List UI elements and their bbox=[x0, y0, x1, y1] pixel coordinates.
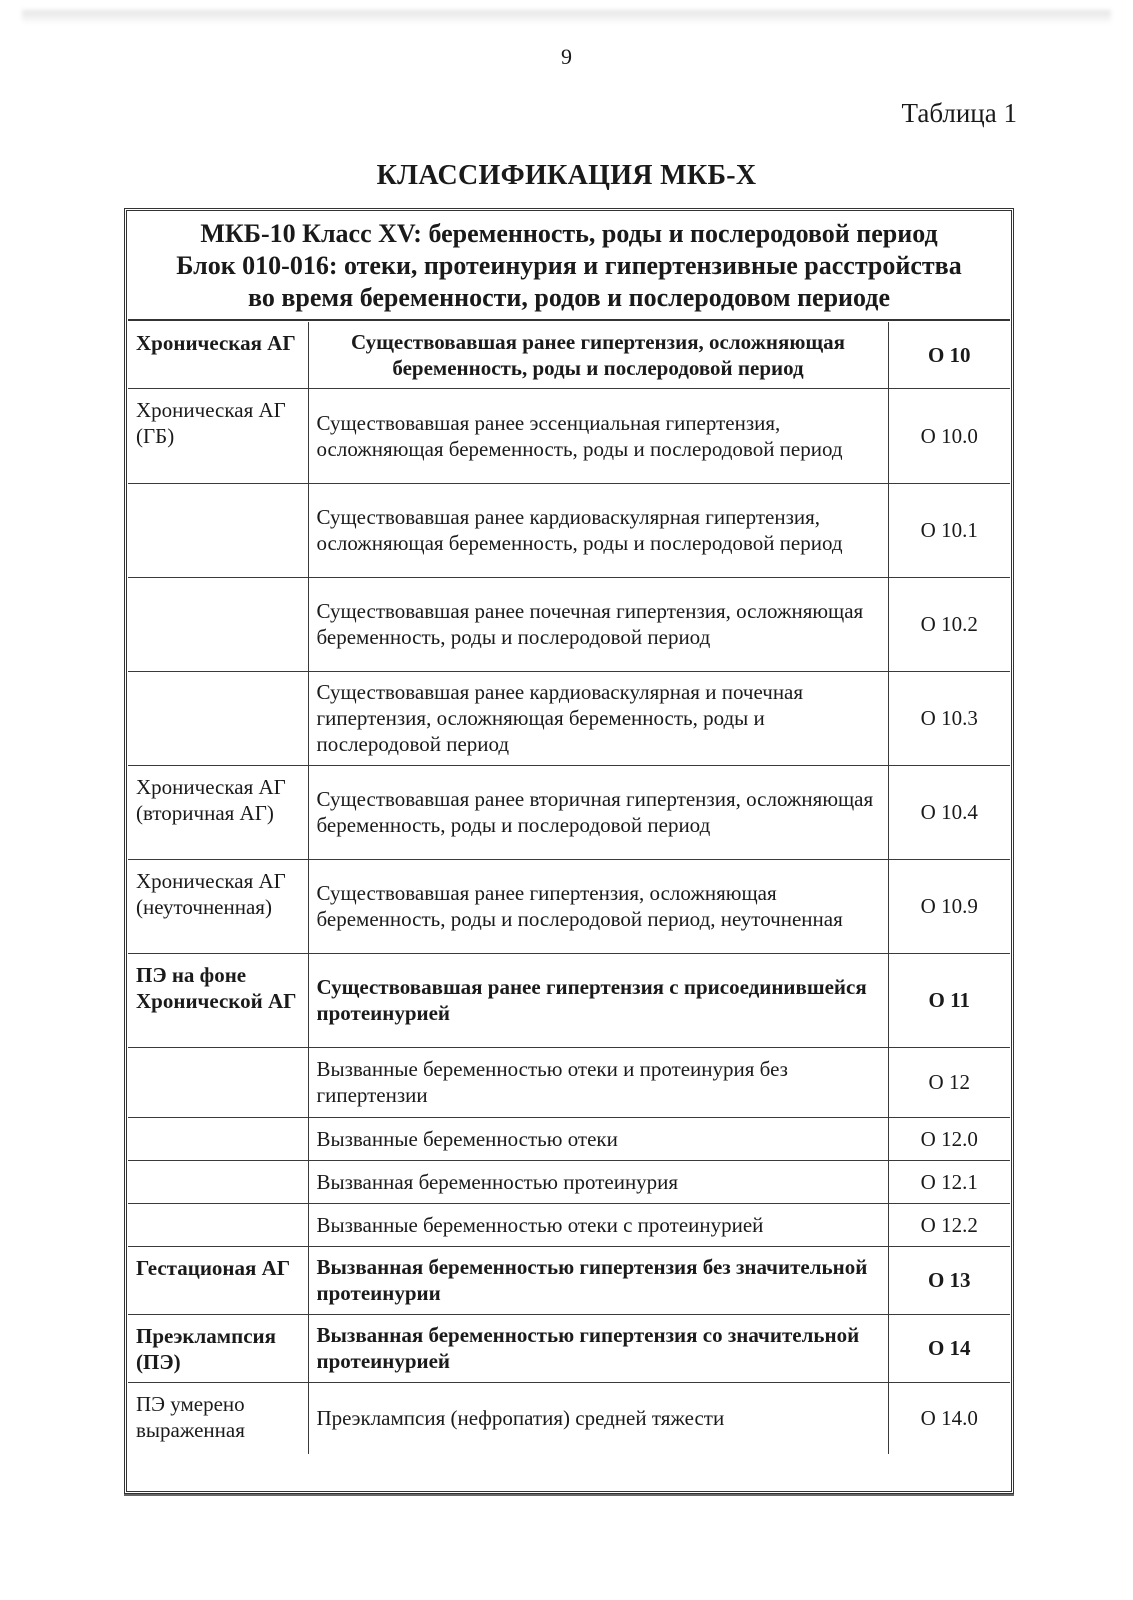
table-row bbox=[128, 1160, 1010, 1203]
category-cell bbox=[128, 1117, 308, 1160]
description-cell: Вызванная беременностью гипертензия без значительной протеинурии bbox=[308, 1246, 888, 1314]
description-cell: Существовавшая ранее кардиоваскулярная гипертензия, осложняющая беременность, роды и послеродовой период bbox=[308, 483, 888, 577]
category-cell: Хроническая АГ bbox=[128, 322, 308, 388]
description-cell: Существовавшая ранее гипертензия, осложняющая беременность, роды и послеродовой период, неуточненная bbox=[308, 859, 888, 953]
description-cell: Существовавшая ранее гипертензия, осложняющая беременность, роды и послеродовой период bbox=[308, 322, 888, 388]
code-cell: О 10.1 bbox=[888, 483, 1010, 577]
table-header bbox=[128, 212, 1010, 321]
table-row bbox=[128, 1117, 1010, 1160]
table-row bbox=[128, 483, 1010, 577]
category-cell bbox=[128, 1160, 308, 1203]
table-row bbox=[128, 953, 1010, 1047]
description-cell: Вызванная беременностью гипертензия со значительной протеинурией bbox=[308, 1314, 888, 1382]
document-title: КЛАССИФИКАЦИЯ МКБ-Х bbox=[376, 160, 757, 191]
category-cell bbox=[128, 1047, 308, 1117]
table-row bbox=[128, 322, 1010, 388]
code-cell: О 10.9 bbox=[888, 859, 1010, 953]
table-row bbox=[128, 388, 1010, 483]
category-cell: ПЭ на фоне Хронической АГ bbox=[128, 953, 308, 1047]
description-cell: Вызванные беременностью отеки с протеинурией bbox=[308, 1203, 888, 1246]
code-cell: О 12.0 bbox=[888, 1117, 1010, 1160]
table-row bbox=[128, 765, 1010, 859]
table-row bbox=[128, 577, 1010, 671]
category-cell: Хроническая АГ (неуточненная) bbox=[128, 859, 308, 953]
category-cell: Преэклампсия (ПЭ) bbox=[128, 1314, 308, 1382]
description-cell: Существовавшая ранее почечная гипертензия, осложняющая беременность, роды и послеродовой период bbox=[308, 577, 888, 671]
code-cell: О 13 bbox=[888, 1246, 1010, 1314]
code-cell: О 11 bbox=[888, 953, 1010, 1047]
description-cell: Вызванные беременностью отеки bbox=[308, 1117, 888, 1160]
category-cell: ПЭ умерено выраженная bbox=[128, 1382, 308, 1454]
header-line-1: МКБ-10 Класс XV: беременность, роды и послеродовой период bbox=[200, 218, 938, 248]
code-cell: О 12.1 bbox=[888, 1160, 1010, 1203]
table-row bbox=[128, 1382, 1010, 1454]
code-cell: О 12.2 bbox=[888, 1203, 1010, 1246]
description-cell: Вызванная беременностью протеинурия bbox=[308, 1160, 888, 1203]
description-cell: Существовавшая ранее гипертензия с присоединившейся протеинурией bbox=[308, 953, 888, 1047]
code-cell: О 10.4 bbox=[888, 765, 1010, 859]
code-cell: О 14 bbox=[888, 1314, 1010, 1382]
category-cell bbox=[128, 1203, 308, 1246]
table-row bbox=[128, 859, 1010, 953]
category-cell bbox=[128, 577, 308, 671]
table-row bbox=[128, 1314, 1010, 1382]
category-cell: Хроническая АГ (ГБ) bbox=[128, 388, 308, 483]
category-cell bbox=[128, 671, 308, 765]
category-cell bbox=[128, 483, 308, 577]
icd-classification-table bbox=[128, 322, 1010, 1454]
description-cell: Существовавшая ранее эссенциальная гипертензия, осложняющая беременность, роды и послеродовой период bbox=[308, 388, 888, 483]
table-row bbox=[128, 1246, 1010, 1314]
description-cell: Преэклампсия (нефропатия) средней тяжести bbox=[308, 1382, 888, 1454]
category-cell: Хроническая АГ (вторичная АГ) bbox=[128, 765, 308, 859]
code-cell: О 10.3 bbox=[888, 671, 1010, 765]
table-bottom-rule bbox=[124, 1494, 1014, 1496]
header-line-2: Блок 010-016: отеки, протеинурия и гипертензивные расстройства bbox=[176, 250, 962, 280]
table-label: Таблица 1 bbox=[901, 98, 1017, 128]
code-cell: О 10 bbox=[888, 322, 1010, 388]
description-cell: Вызванные беременностью отеки и протеинурия без гипертензии bbox=[308, 1047, 888, 1117]
scan-edge-shadow bbox=[22, 10, 1111, 24]
description-cell: Существовавшая ранее вторичная гипертензия, осложняющая беременность, роды и послеродовой период bbox=[308, 765, 888, 859]
table-row bbox=[128, 671, 1010, 765]
code-cell: О 10.2 bbox=[888, 577, 1010, 671]
table-row bbox=[128, 1047, 1010, 1117]
code-cell: О 14.0 bbox=[888, 1382, 1010, 1454]
table-row bbox=[128, 1203, 1010, 1246]
code-cell: О 10.0 bbox=[888, 388, 1010, 483]
page-number: 9 bbox=[561, 44, 572, 69]
header-line-3: во время беременности, родов и послеродовом периоде bbox=[248, 282, 890, 312]
description-cell: Существовавшая ранее кардиоваскулярная и почечная гипертензия, осложняющая беременность, роды и послеродовой период bbox=[308, 671, 888, 765]
category-cell: Гестационая АГ bbox=[128, 1246, 308, 1314]
code-cell: О 12 bbox=[888, 1047, 1010, 1117]
